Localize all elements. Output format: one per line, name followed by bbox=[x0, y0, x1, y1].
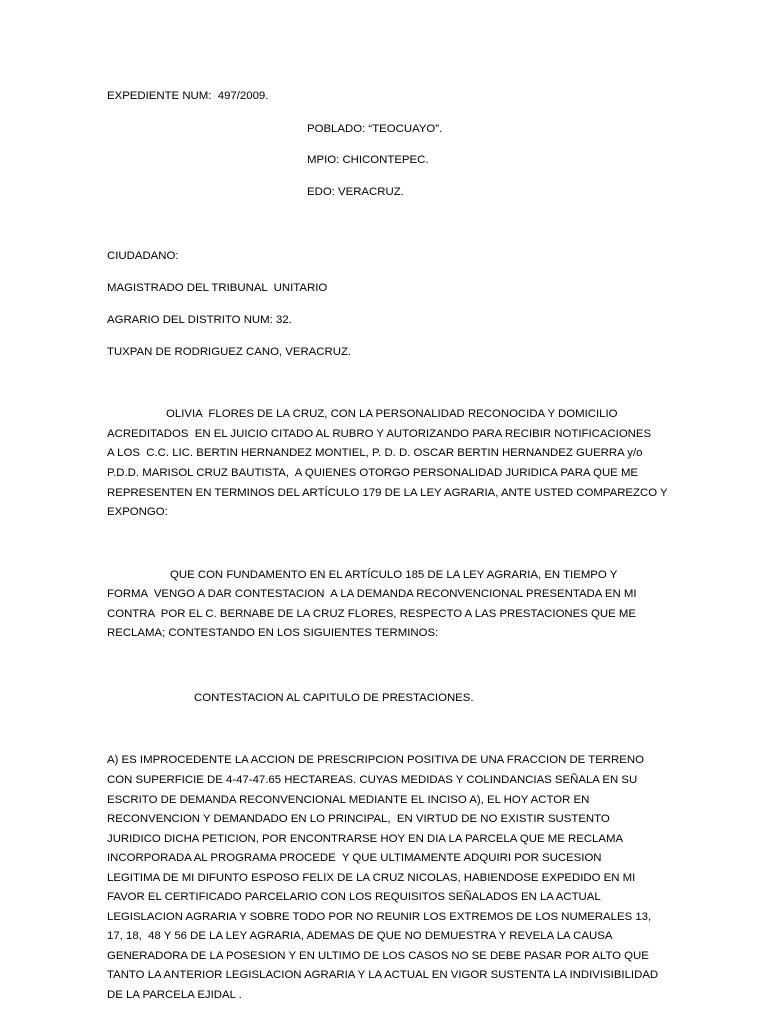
paragraph2-line: FORMA VENGO A DAR CONTESTACION A LA DEMANDA RECONVENCIONAL PRESENTADA EN MI bbox=[107, 588, 637, 600]
paragraph3-line: LEGITIMA DE MI DIFUNTO ESPOSO FELIX DE LA CRUZ NICOLAS, HABIENDOSE EXPEDIDO EN MI bbox=[107, 872, 636, 884]
paragraph1-line: A LOS C.C. LIC. BERTIN HERNANDEZ MONTIEL, P. D. D. OSCAR BERTIN HERNANDEZ GUERRA y/o bbox=[107, 447, 643, 459]
paragraph3-line: GENERADORA DE LA POSESION Y EN ULTIMO DE LOS CASOS NO SE DEBE PASAR POR ALTO QUE bbox=[107, 950, 649, 962]
paragraph1-line: P.D.D. MARISOL CRUZ BAUTISTA, A QUIENES OTORGO PERSONALIDAD JURIDICA PARA QUE ME bbox=[107, 467, 639, 479]
paragraph3-line: RECONVENCION Y DEMANDADO EN LO PRINCIPAL, EN VIRTUD DE NO EXISTIR SUSTENTO bbox=[107, 813, 610, 825]
estado-line: EDO: VERACRUZ. bbox=[307, 186, 404, 198]
paragraph1-line: ACREDITADOS EN EL JUICIO CITADO AL RUBRO Y AUTORIZANDO PARA RECIBIR NOTIFICACIONES bbox=[107, 428, 652, 440]
paragraph3-line: JURIDICO DICHA PETICION, POR ENCONTRARSE HOY EN DIA LA PARCELA QUE ME RECLAMA bbox=[107, 833, 624, 845]
paragraph3-line: 17, 18, 48 Y 56 DE LA LEY AGRARIA, ADEMAS DE QUE NO DEMUESTRA Y REVELA LA CAUSA bbox=[107, 930, 613, 942]
paragraph2-line: CONTRA POR EL C. BERNABE DE LA CRUZ FLORES, RESPECTO A LAS PRESTACIONES QUE ME bbox=[107, 608, 636, 620]
paragraph3-line: ESCRITO DE DEMANDA RECONVENCIONAL MEDIANTE EL INCISO A), EL HOY ACTOR EN bbox=[107, 794, 590, 806]
addressee-line-1: CIUDADANO: bbox=[107, 250, 179, 262]
paragraph1-line: EXPONGO: bbox=[107, 506, 168, 518]
paragraph3-line: DE LA PARCELA EJIDAL . bbox=[107, 989, 242, 1001]
poblado-line: POBLADO: “TEOCUAYO”. bbox=[307, 123, 443, 135]
addressee-line-3: AGRARIO DEL DISTRITO NUM: 32. bbox=[107, 314, 292, 326]
paragraph2-line: QUE CON FUNDAMENTO EN EL ARTÍCULO 185 DE LA LEY AGRARIA, EN TIEMPO Y bbox=[170, 569, 618, 581]
addressee-line-2: MAGISTRADO DEL TRIBUNAL UNITARIO bbox=[107, 282, 328, 294]
paragraph3-line: LEGISLACION AGRARIA Y SOBRE TODO POR NO REUNIR LOS EXTREMOS DE LOS NUMERALES 13, bbox=[107, 911, 652, 923]
paragraph3-line: A) ES IMPROCEDENTE LA ACCION DE PRESCRIPCION POSITIVA DE UNA FRACCION DE TERRENO bbox=[107, 754, 644, 766]
addressee-line-4: TUXPAN DE RODRIGUEZ CANO, VERACRUZ. bbox=[107, 346, 352, 358]
expediente-number: EXPEDIENTE NUM: 497/2009. bbox=[107, 90, 269, 102]
paragraph3-line: FAVOR EL CERTIFICADO PARCELARIO CON LOS REQUISITOS SEÑALADOS EN LA ACTUAL bbox=[107, 891, 601, 903]
section-heading: CONTESTACION AL CAPITULO DE PRESTACIONES. bbox=[194, 692, 474, 704]
paragraph3-line: TANTO LA ANTERIOR LEGISLACION AGRARIA Y LA ACTUAL EN VIGOR SUSTENTA LA INDIVISIBILIDAD bbox=[107, 969, 659, 981]
paragraph2-line: RECLAMA; CONTESTANDO EN LOS SIGUIENTES TERMINOS: bbox=[107, 627, 439, 639]
paragraph3-line: CON SUPERFICIE DE 4-47-47.65 HECTAREAS. CUYAS MEDIDAS Y COLINDANCIAS SEÑALA EN SU bbox=[107, 774, 638, 786]
paragraph3-line: INCORPORADA AL PROGRAMA PROCEDE Y QUE ULTIMAMENTE ADQUIRI POR SUCESION bbox=[107, 852, 602, 864]
paragraph1-line: OLIVIA FLORES DE LA CRUZ, CON LA PERSONALIDAD RECONOCIDA Y DOMICILIO bbox=[166, 408, 618, 420]
paragraph1-line: REPRESENTEN EN TERMINOS DEL ARTÍCULO 179 DE LA LEY AGRARIA, ANTE USTED COMPAREZCO Y bbox=[107, 487, 668, 499]
municipio-line: MPIO: CHICONTEPEC. bbox=[307, 154, 429, 166]
